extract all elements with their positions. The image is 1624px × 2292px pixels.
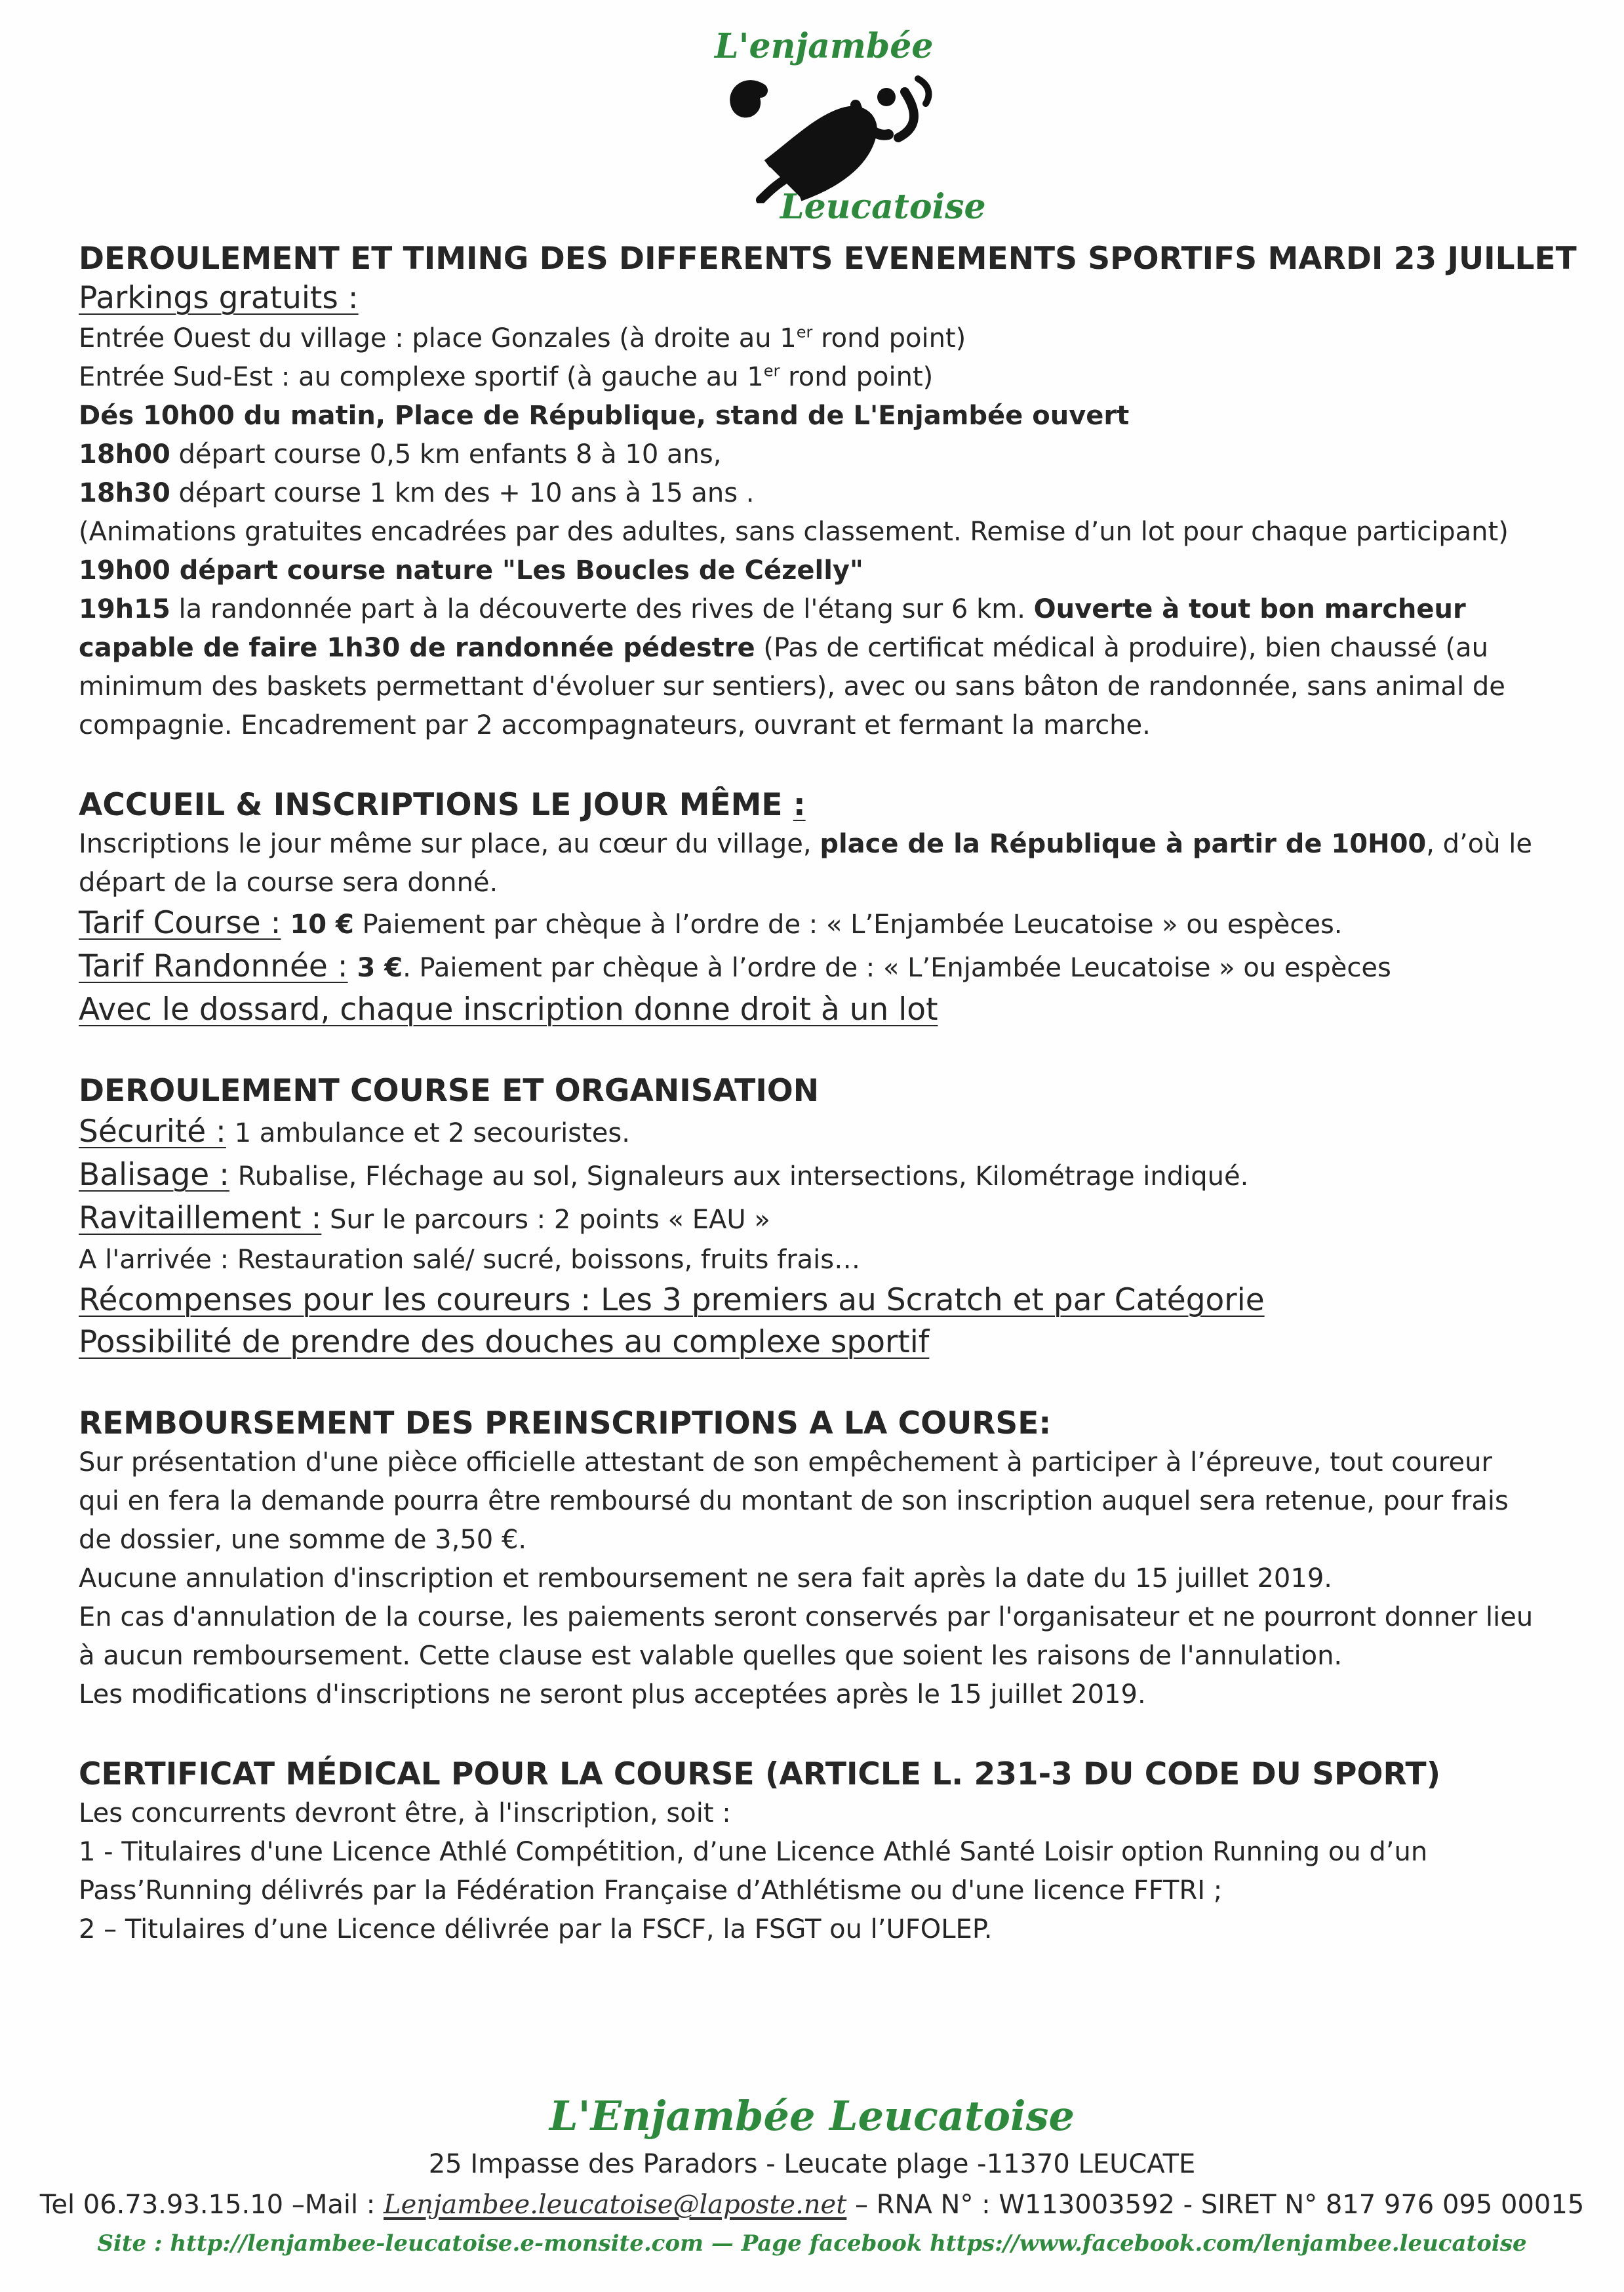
parking-section: [79, 279, 1541, 397]
logo-text-bottom: Leucatoise: [780, 187, 986, 227]
nature-race: 19h00 départ course nature "Les Boucles de Cézelly": [79, 555, 863, 586]
remboursement-p1: Sur présentation d'une pièce officielle attestant de son empêchement à participer à l’épreuve, tout coureur qui en fera la demande pourra être remboursé du montant de son inscription auquel sera retenue, pour frais de dossier, une somme de 3,50 €.: [79, 1447, 1509, 1555]
ravitaillement-line: Ravitaillement : Sur le parcours : 2 points « EAU »: [79, 1200, 770, 1236]
hike-description: 19h15 la randonnée part à la découverte des rives de l'étang sur 6 km. Ouverte à tout bon marcheur capable de faire 1h30 de randonnée pédestre (Pas de certificat médical à produire), bien chaussé (au minimum des baskets permettant d'évoluer sur sentiers), avec ou sans bâton de randonnée, sans animal de compagnie. Encadrement par 2 accompagnateurs, ouvrant et fermant la marche.: [79, 594, 1505, 740]
club-logo: [695, 20, 986, 230]
footer-organisation: L'Enjambée Leucatoise: [549, 2092, 1075, 2140]
arrivee-line: A l'arrivée : Restauration salé/ sucré, boissons, fruits frais…: [79, 1245, 861, 1275]
stand-opening: Dés 10h00 du matin, Place de République, stand de L'Enjambée ouvert: [79, 401, 1130, 431]
parking-west: Entrée Ouest du village : place Gonzales (à droite au 1er rond point): [79, 323, 966, 353]
certificat-heading: CERTIFICAT MÉDICAL POUR LA COURSE (ARTICLE L. 231-3 DU CODE DU SPORT): [79, 1756, 1441, 1792]
footer-website: Site : http://lenjambee-leucatoise.e-monsite.com — Page facebook https://www.facebook.com/lenjambee.leucatoise: [97, 2230, 1527, 2257]
organisation-section: [79, 1072, 1541, 1363]
douches-line: Possibilité de prendre des douches au complexe sportif: [79, 1324, 930, 1360]
teens-race: 18h30 départ course 1 km des + 10 ans à 15 ans .: [79, 478, 755, 508]
certificat-intro: Les concurrents devront être, à l'inscription, soit :: [79, 1798, 731, 1828]
animations-note: (Animations gratuites encadrées par des adultes, sans classement. Remise d’un lot pour chaque participant): [79, 517, 1509, 547]
logo-text-top: L'enjambée: [715, 26, 934, 66]
contact-footer: [0, 2089, 1624, 2262]
document-body: [79, 233, 1577, 1949]
accueil-text: Inscriptions le jour même sur place, au cœur du village, place de la République à partir de 10H00, d’où le départ de la course sera donné.: [79, 829, 1533, 898]
dossard-note: Avec le dossard, chaque inscription donne droit à un lot: [79, 992, 938, 1028]
parking-label: Parkings gratuits :: [79, 280, 359, 316]
schedule-section: [79, 397, 1541, 745]
tarif-course: Tarif Course : 10 € Paiement par chèque à l’ordre de : « L’Enjambée Leucatoise » ou espèces.: [79, 905, 1343, 941]
recompenses-line: Récompenses pour les coureurs : Les 3 premiers au Scratch et par Catégorie: [79, 1282, 1265, 1318]
certificat-item-2: 2 – Titulaires d’une Licence délivrée par la FSCF, la FSGT ou l’UFOLEP.: [79, 1914, 993, 1944]
kids-race: 18h00 départ course 0,5 km enfants 8 à 10 ans,: [79, 439, 722, 470]
tarif-randonnee: Tarif Randonnée : 3 €. Paiement par chèque à l’ordre de : « L’Enjambée Leucatoise » ou espèces: [79, 948, 1391, 984]
footer-mail: Lenjambee.leucatoise@laposte.net: [384, 2190, 847, 2220]
remboursement-p4: Les modifications d'inscriptions ne seront plus acceptées après le 15 juillet 2019.: [79, 1679, 1146, 1710]
footer-contact: Tel 06.73.93.15.10 –Mail : Lenjambee.leucatoise@laposte.net – RNA N° : W113003592 - SIRET N° 817 976 095 00015: [39, 2190, 1585, 2220]
accueil-section: [79, 786, 1541, 1031]
footer-address: 25 Impasse des Paradors - Leucate plage -11370 LEUCATE: [428, 2149, 1196, 2179]
remboursement-section: [79, 1404, 1541, 1714]
remboursement-p2: Aucune annulation d'inscription et remboursement ne sera fait après la date du 15 juillet 2019.: [79, 1563, 1332, 1594]
runner-icon: [721, 66, 944, 203]
certificat-item-1: 1 - Titulaires d'une Licence Athlé Compétition, d’une Licence Athlé Santé Loisir option Running ou d’un Pass’Running délivrés par la Fédération Française d’Athlétisme ou d'une licence FFTRI ;: [79, 1837, 1428, 1906]
remboursement-heading: REMBOURSEMENT DES PREINSCRIPTIONS A LA COURSE:: [79, 1405, 1052, 1441]
securite-line: Sécurité : 1 ambulance et 2 secouristes.: [79, 1114, 630, 1150]
accueil-heading: ACCUEIL & INSCRIPTIONS LE JOUR MÊME :: [79, 787, 806, 823]
organisation-heading: DEROULEMENT COURSE ET ORGANISATION: [79, 1073, 820, 1109]
certificat-section: [79, 1755, 1541, 1949]
remboursement-p3: En cas d'annulation de la course, les paiements seront conservés par l'organisateur et ne pourront donner lieu à aucun remboursement. Cette clause est valable quelles que soient les raisons de l'annulation.: [79, 1602, 1534, 1671]
page-title: DEROULEMENT ET TIMING DES DIFFERENTS EVENEMENTS SPORTIFS MARDI 23 JUILLET: [79, 241, 1577, 277]
balisage-line: Balisage : Rubalise, Fléchage au sol, Signaleurs aux intersections, Kilométrage indiqué.: [79, 1157, 1249, 1193]
parking-south: Entrée Sud-Est : au complexe sportif (à gauche au 1er rond point): [79, 361, 934, 392]
